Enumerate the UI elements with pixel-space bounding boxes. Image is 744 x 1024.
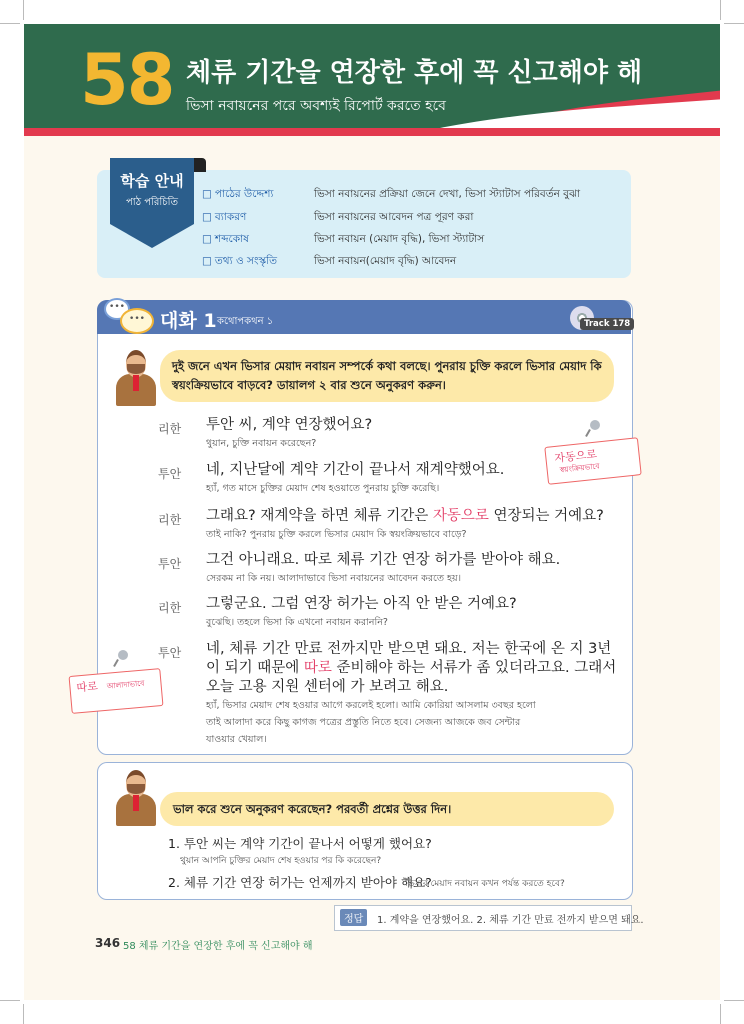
dialog-line-korean: 네, 체류 기간 만료 전까지만 받으면 돼요. 저는 한국에 온 지 3년 [206, 641, 612, 657]
guide-badge-tip [110, 224, 194, 248]
guide-row-desc: ভিসা নবায়ন(মেয়াদ বৃদ্ধি) আবেদন [314, 255, 457, 267]
guide-row-label: □ ব্যাকরণ [202, 210, 246, 227]
dialog-text-segment: 연장되는 거예요? [488, 508, 604, 524]
dialog-line-korean: 네, 지난달에 계약 기간이 끝나서 재계약했어요. [206, 462, 505, 478]
dialog-line-bengali: যাওয়ার খেয়াল। [206, 734, 267, 745]
page-number: 346 [95, 936, 121, 950]
dialog-line-bengali: বুঝেছি। তহলে ভিসা কি এখনো নবায়ন করাননি? [206, 617, 388, 628]
crop-mark [0, 1000, 20, 1001]
speech-bubble-icon: ••• [104, 298, 130, 320]
vocab-note-korean: 따로 [76, 679, 99, 695]
crop-mark [724, 1000, 744, 1001]
dialog-text-segment: 이 되기 때문에 [206, 660, 304, 676]
lesson-number: 58 [80, 39, 174, 121]
dialog-line-bengali: থুয়ান, চুক্তি নবায়ন করেছেন? [206, 438, 317, 449]
speaker-name: 투안 [158, 467, 182, 481]
vocab-note-korean: 자동으로 [553, 447, 598, 465]
guide-row-label: □ তথ্য ও সংস্কৃতি [202, 254, 277, 271]
lesson-title-korean: 체류 기간을 연장한 후에 꼭 신고해야 해 [186, 58, 643, 88]
header-red-strip [24, 128, 720, 136]
dialog-line-bengali: সেরকম না কি নয়। আলাদাভাবে ভিসা নবায়নের আবেদন করতে হয়। [206, 573, 462, 584]
highlighted-word: 자동으로 [432, 508, 489, 524]
speaker-name: 투안 [158, 646, 182, 660]
dialog-subtitle: কথোপকথন ১ [217, 316, 274, 327]
dialog-line-korean [206, 507, 604, 526]
guide-row-desc: ভিসা নবায়ন (মেয়াদ বৃদ্ধি), ভিসা স্ট্যাটাস [314, 233, 485, 245]
dialog-line-korean [206, 659, 616, 678]
dialog-line-korean: 투안 씨, 계약 연장했어요? [206, 417, 373, 433]
guide-row [202, 254, 622, 274]
speaker-name: 투안 [158, 557, 182, 571]
dialog-line-bengali: তাই আলাদা করে কিছু কাগজ পত্রের প্রস্তুতি নিতে হবে। সেজন্য আজকে জব সেন্টার [206, 717, 521, 728]
pushpin-icon [114, 650, 130, 666]
guide-badge-korean: 학습 안내 [120, 172, 184, 190]
dialog-instruction: দুই জনে এখন ভিসার মেয়াদ নবায়ন সম্পর্কে কথা বলছে। পুনরায় চুক্তি করলে ভিসার মেয়াদ কি স্বয়ংক্রিয়ভাবে বাড়বে? ডায়ালগ ২ বার শুনে অনুকরণ করুন। [172, 359, 602, 392]
dialog-title: 대화 1 [160, 310, 217, 332]
guide-row [202, 187, 622, 207]
pushpin-icon [586, 420, 602, 436]
guide-row-desc: ভিসা নবায়নের আবেদন পত্র পূরণ করা [314, 211, 474, 223]
dialog-line-korean: 그건 아니래요. 따로 체류 기간 연장 허가를 받아야 해요. [206, 552, 561, 568]
dialog-line-bengali: হ্যাঁ, গত মাসে চুক্তির মেয়াদ শেষ হওয়াতে পুনরায় চুক্তি করেছি। [206, 483, 440, 494]
footer-lesson-title: 58 체류 기간을 연장한 후에 꼭 신고해야 해 [123, 941, 313, 952]
guide-row-desc: ভিসা নবায়নের প্রক্রিয়া জেনে দেখা, ভিসা স্ট্যাটাস পরিবর্তন বুঝা [314, 188, 581, 200]
dialog-line-bengali: হ্যাঁ, ভিসার মেয়াদ শেষ হওয়ার আগে করলেই হলো। আমি কোরিয়া আসলাম ৩বছর হলো [206, 700, 536, 711]
crop-mark [724, 23, 744, 24]
guide-row-label: □ শব্দকোষ [202, 232, 249, 249]
guide-row-label: □ পাঠের উদ্দেশ্য [202, 187, 273, 204]
audio-track-label[interactable]: Track 178 [580, 318, 634, 330]
guide-badge-bengali: পাঠ পরিচিতি [126, 197, 178, 208]
crop-mark [23, 1004, 24, 1024]
learning-guide-badge [110, 158, 194, 224]
speech-bubble-icon: ••• [120, 308, 154, 334]
lesson-title-bengali: ভিসা নবায়নের পরে অবশ্যই রিপোর্ট করতে হবে [186, 98, 446, 114]
vocab-note-bengali: আলাদাভাবে [106, 678, 145, 691]
dialog-line-korean: 오늘 고용 지원 센터에 가 보려고 해요. [206, 679, 449, 695]
question-korean: 2. 체류 기간 연장 허가는 언제까지 받아야 해요? [168, 875, 432, 890]
answer-text: 1. 계약을 연장했어요. 2. 체류 기간 만료 전까지 받으면 돼요. [377, 915, 644, 926]
dialog-text-segment: 준비해야 하는 서류가 좀 있더라고요. 그래서 [331, 660, 617, 676]
question-korean: 1. 투안 씨는 계약 기간이 끝나서 어떻게 했어요? [168, 836, 432, 851]
highlighted-word: 따로 [303, 660, 332, 676]
guide-row [202, 210, 622, 230]
crop-mark [0, 23, 20, 24]
question-bengali: ভিসার মেয়াদ নবায়ন কখন পর্যন্ত করতে হবে? [405, 879, 565, 889]
speaker-name: 리한 [158, 601, 182, 615]
dialog-line-korean: 그렇군요. 그럼 연장 허가는 아직 안 받은 거예요? [206, 596, 517, 612]
question-bengali: থুয়ান আপনি চুক্তির মেয়াদ শেষ হওয়ার পর কি করেছেন? [180, 856, 382, 866]
vocab-note-bengali: স্বয়ংক্রিয়ভাবে [559, 461, 601, 475]
teacher-avatar [114, 350, 158, 408]
practice-instruction: ভাল করে শুনে অনুকরণ করেছেন? পরবর্তী প্রশ্নের উত্তর দিন। [173, 802, 452, 816]
speaker-name: 리한 [158, 513, 182, 527]
crop-mark [720, 0, 721, 20]
crop-mark [23, 0, 24, 20]
teacher-avatar [114, 770, 158, 828]
dialog-text-segment: 그래요? 재계약을 하면 체류 기간은 [206, 508, 433, 524]
guide-row [202, 232, 622, 252]
speaker-name: 리한 [158, 422, 182, 436]
crop-mark [720, 1004, 721, 1024]
vocab-note [69, 668, 164, 714]
answer-tag: 정답 [340, 909, 367, 926]
dialog-line-bengali: তাই নাকি? পুনরায় চুক্তি করলে ভিসার মেয়াদ কি স্বয়ংক্রিয়ভাবে বাড়ে? [206, 529, 467, 540]
